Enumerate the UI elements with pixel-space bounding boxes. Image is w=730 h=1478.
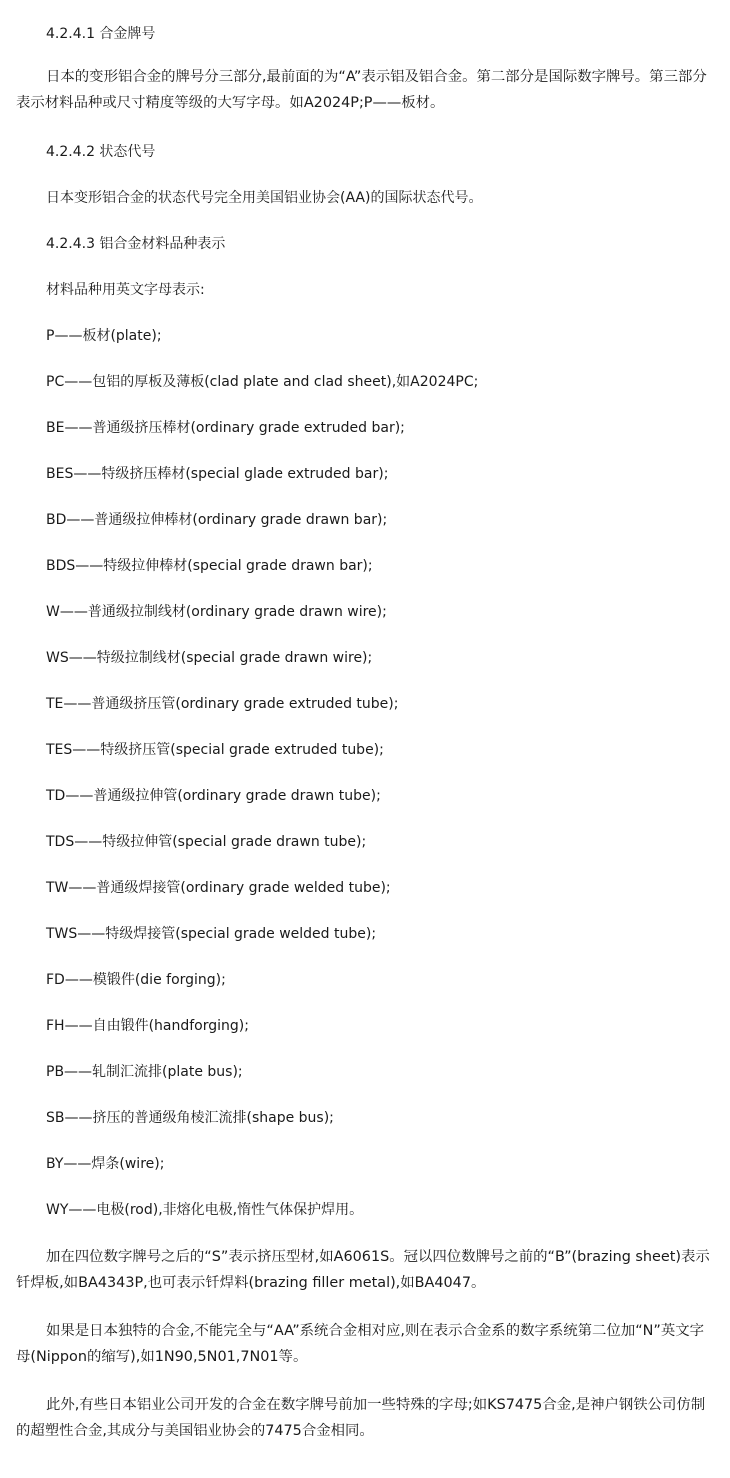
list-item: BES——特级挤压棒材(special glade extruded bar); <box>46 466 389 482</box>
list-item: PB——轧制汇流排(plate bus); <box>46 1064 243 1080</box>
list-item: P——板材(plate); <box>46 328 162 344</box>
heading-material-variety: 4.2.4.3 铝合金材料品种表示 <box>46 236 226 252</box>
paragraph-extrusion-brazing: 加在四位数字牌号之后的“S”表示挤压型材,如A6061S。冠以四位数牌号之前的“B”(brazing sheet)表示钎焊板,如BA4343P,也可表示钎焊料(brazing filler metal),如BA4047。 <box>16 1249 710 1291</box>
list-item: TE——普通级挤压管(ordinary grade extruded tube); <box>46 696 399 712</box>
list-item: TES——特级挤压管(special grade extruded tube); <box>46 742 384 758</box>
list-item: FH——自由锻件(handforging); <box>46 1018 249 1034</box>
list-item: PC——包铝的厚板及薄板(clad plate and clad sheet),如A2024PC; <box>46 374 479 390</box>
paragraph-variety-intro: 材料品种用英文字母表示: <box>46 282 205 298</box>
list-item: TD——普通级拉伸管(ordinary grade drawn tube); <box>46 788 381 804</box>
list-item: FD——模锻件(die forging); <box>46 972 226 988</box>
list-item: BY——焊条(wire); <box>46 1156 165 1172</box>
list-item: BD——普通级拉伸棒材(ordinary grade drawn bar); <box>46 512 388 528</box>
list-item: WS——特级拉制线材(special grade drawn wire); <box>46 650 373 666</box>
list-item: SB——挤压的普通级角棱汇流排(shape bus); <box>46 1110 334 1126</box>
paragraph-company-alloys: 此外,有些日本铝业公司开发的合金在数字牌号前加一些特殊的字母;如KS7475合金,是神户钢铁公司仿制的超塑性合金,其成分与美国铝业协会的7475合金相同。 <box>16 1397 706 1439</box>
list-item: TDS——特级拉伸管(special grade drawn tube); <box>46 834 367 850</box>
list-item: BE——普通级挤压棒材(ordinary grade extruded bar); <box>46 420 405 436</box>
list-item: BDS——特级拉伸棒材(special grade drawn bar); <box>46 558 373 574</box>
paragraph-japanese-alloys: 如果是日本独特的合金,不能完全与“AA”系统合金相对应,则在表示合金系的数字系统第二位加“N”英文字母(Nippon的缩写),如1N90,5N01,7N01等。 <box>16 1323 705 1365</box>
paragraph-temper-code: 日本变形铝合金的状态代号完全用美国铝业协会(AA)的国际状态代号。 <box>46 190 483 206</box>
list-item: WY——电极(rod),非熔化电极,惰性气体保护焊用。 <box>46 1202 364 1218</box>
list-item: TWS——特级焊接管(special grade welded tube); <box>46 926 377 942</box>
list-item: TW——普通级焊接管(ordinary grade welded tube); <box>46 880 391 896</box>
list-item: W——普通级拉制线材(ordinary grade drawn wire); <box>46 604 387 620</box>
heading-temper-code: 4.2.4.2 状态代号 <box>46 144 156 160</box>
heading-alloy-designation: 4.2.4.1 合金牌号 <box>46 26 156 42</box>
paragraph-designation-parts: 日本的变形铝合金的牌号分三部分,最前面的为“A”表示铝及铝合金。第二部分是国际数字牌号。第三部分表示材料品种或尺寸精度等级的大写字母。如A2024P;P——板材。 <box>16 69 707 111</box>
